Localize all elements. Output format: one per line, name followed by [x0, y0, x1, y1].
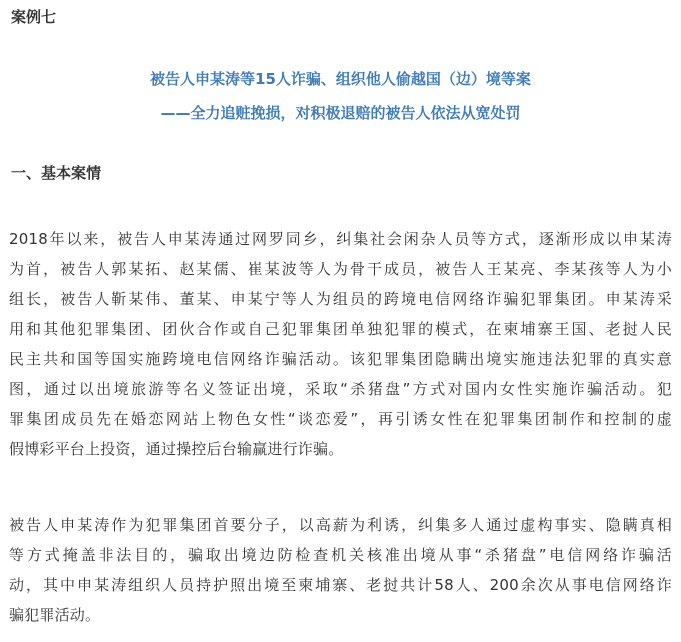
paragraph-2: [9, 510, 672, 630]
paragraph-line: 民主共和国等国实施跨境电信网络诈骗活动。该犯罪集团隐瞒出境实施违法犯罪的真实意: [9, 350, 672, 368]
case-title: [0, 62, 681, 130]
paragraph-line: 图，通过以出境旅游等名义签证出境，采取“杀猪盘”方式对国内女性实施诈骗活动。犯: [9, 380, 672, 398]
paragraph-line: 动，其中申某涛组织人员持护照出境至柬埔寨、老挝共计58人、200余次从事电信网络诈: [9, 576, 672, 594]
paragraph-1: [9, 224, 672, 464]
paragraph-line: 用和其他犯罪集团、团伙合作或自己犯罪集团单独犯罪的模式，在柬埔寨王国、老挝人民: [9, 320, 672, 338]
case-title-subtitle: ——全力追赃挽损，对积极退赔的被告人依法从宽处罚: [160, 104, 521, 122]
case-title-main: 被告人申某涛等15人诈骗、组织他人偷越国（边）境等案: [150, 70, 531, 88]
paragraph-line: 为首，被告人郭某拓、赵某儒、崔某波等人为骨干成员，被告人王某亮、李某孩等人为小: [9, 260, 672, 278]
paragraph-line: 罪集团成员先在婚恋网站上物色女性“谈恋爱”，再引诱女性在犯罪集团制作和控制的虚: [9, 410, 672, 428]
paragraph-line: 等方式掩盖非法目的，骗取出境边防检查机关核准出境从事“杀猪盘”电信网络诈骗活: [9, 546, 672, 564]
paragraph-line: 假博彩平台上投资，通过操控后台输赢进行诈骗。: [9, 440, 344, 458]
section-heading: 一、基本案情: [11, 164, 102, 182]
case-label: 案例七: [11, 8, 57, 26]
paragraph-line: 骗犯罪活动。: [9, 606, 101, 624]
paragraph-line: 2018年以来，被告人申某涛通过网罗同乡，纠集社会闲杂人员等方式，逐渐形成以申某涛: [9, 230, 672, 248]
paragraph-line: 组长，被告人靳某伟、董某、申某宁等人为组员的跨境电信网络诈骗犯罪集团。申某涛采: [9, 290, 672, 308]
paragraph-line: 被告人申某涛作为犯罪集团首要分子，以高薪为利诱，纠集多人通过虚构事实、隐瞒真相: [9, 516, 672, 534]
